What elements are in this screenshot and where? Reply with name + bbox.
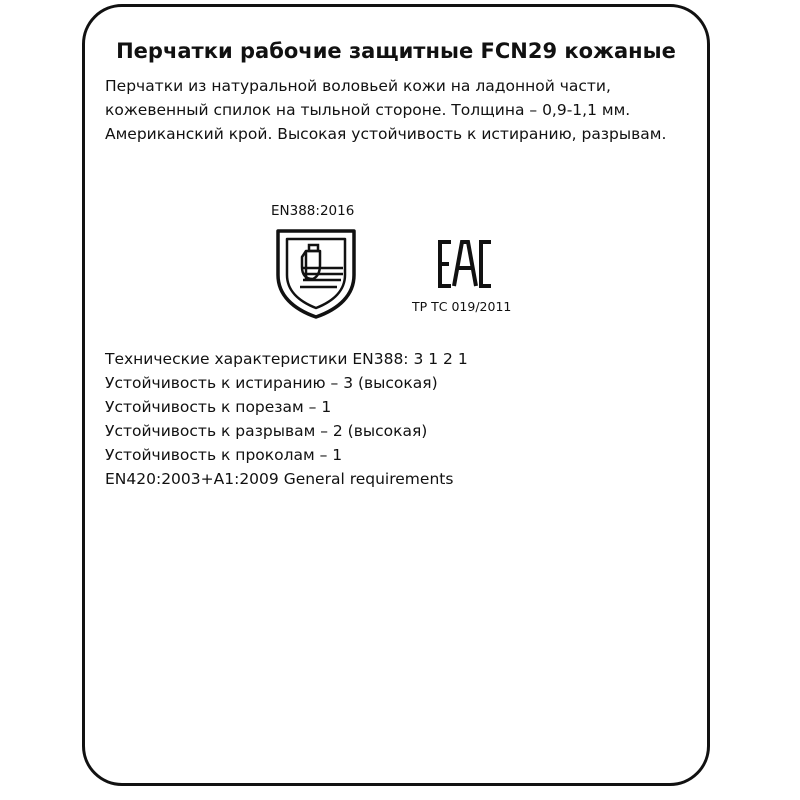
product-description: Перчатки из натуральной воловьей кожи на ладонной части, кожевенный спилок на тыльной стороне. Толщина – 0,9-1,1 мм. Американский крой. Высокая устойчивость к истиранию, разрывам.: [105, 77, 667, 143]
spec-item: Устойчивость к истиранию – 3 (высокая): [105, 374, 438, 392]
spec-item: Устойчивость к разрывам – 2 (высокая): [105, 422, 428, 440]
eac-regulation-label: ТР ТС 019/2011: [412, 299, 512, 314]
product-title: Перчатки рабочие защитные FCN29 кожаные: [116, 39, 676, 63]
spec-item: Технические характеристики EN388: 3 1 2 1: [105, 350, 468, 368]
eac-mark-icon: [437, 239, 493, 289]
en388-standard-label: EN388:2016: [271, 203, 355, 219]
specs-list: [105, 347, 690, 491]
spec-item: Устойчивость к проколам – 1: [105, 446, 343, 464]
product-info-card: [82, 4, 710, 786]
spec-item: Устойчивость к порезам – 1: [105, 398, 332, 416]
spec-item: EN420:2003+A1:2009 General requirements: [105, 470, 454, 488]
protective-glove-shield-icon: [273, 227, 359, 319]
